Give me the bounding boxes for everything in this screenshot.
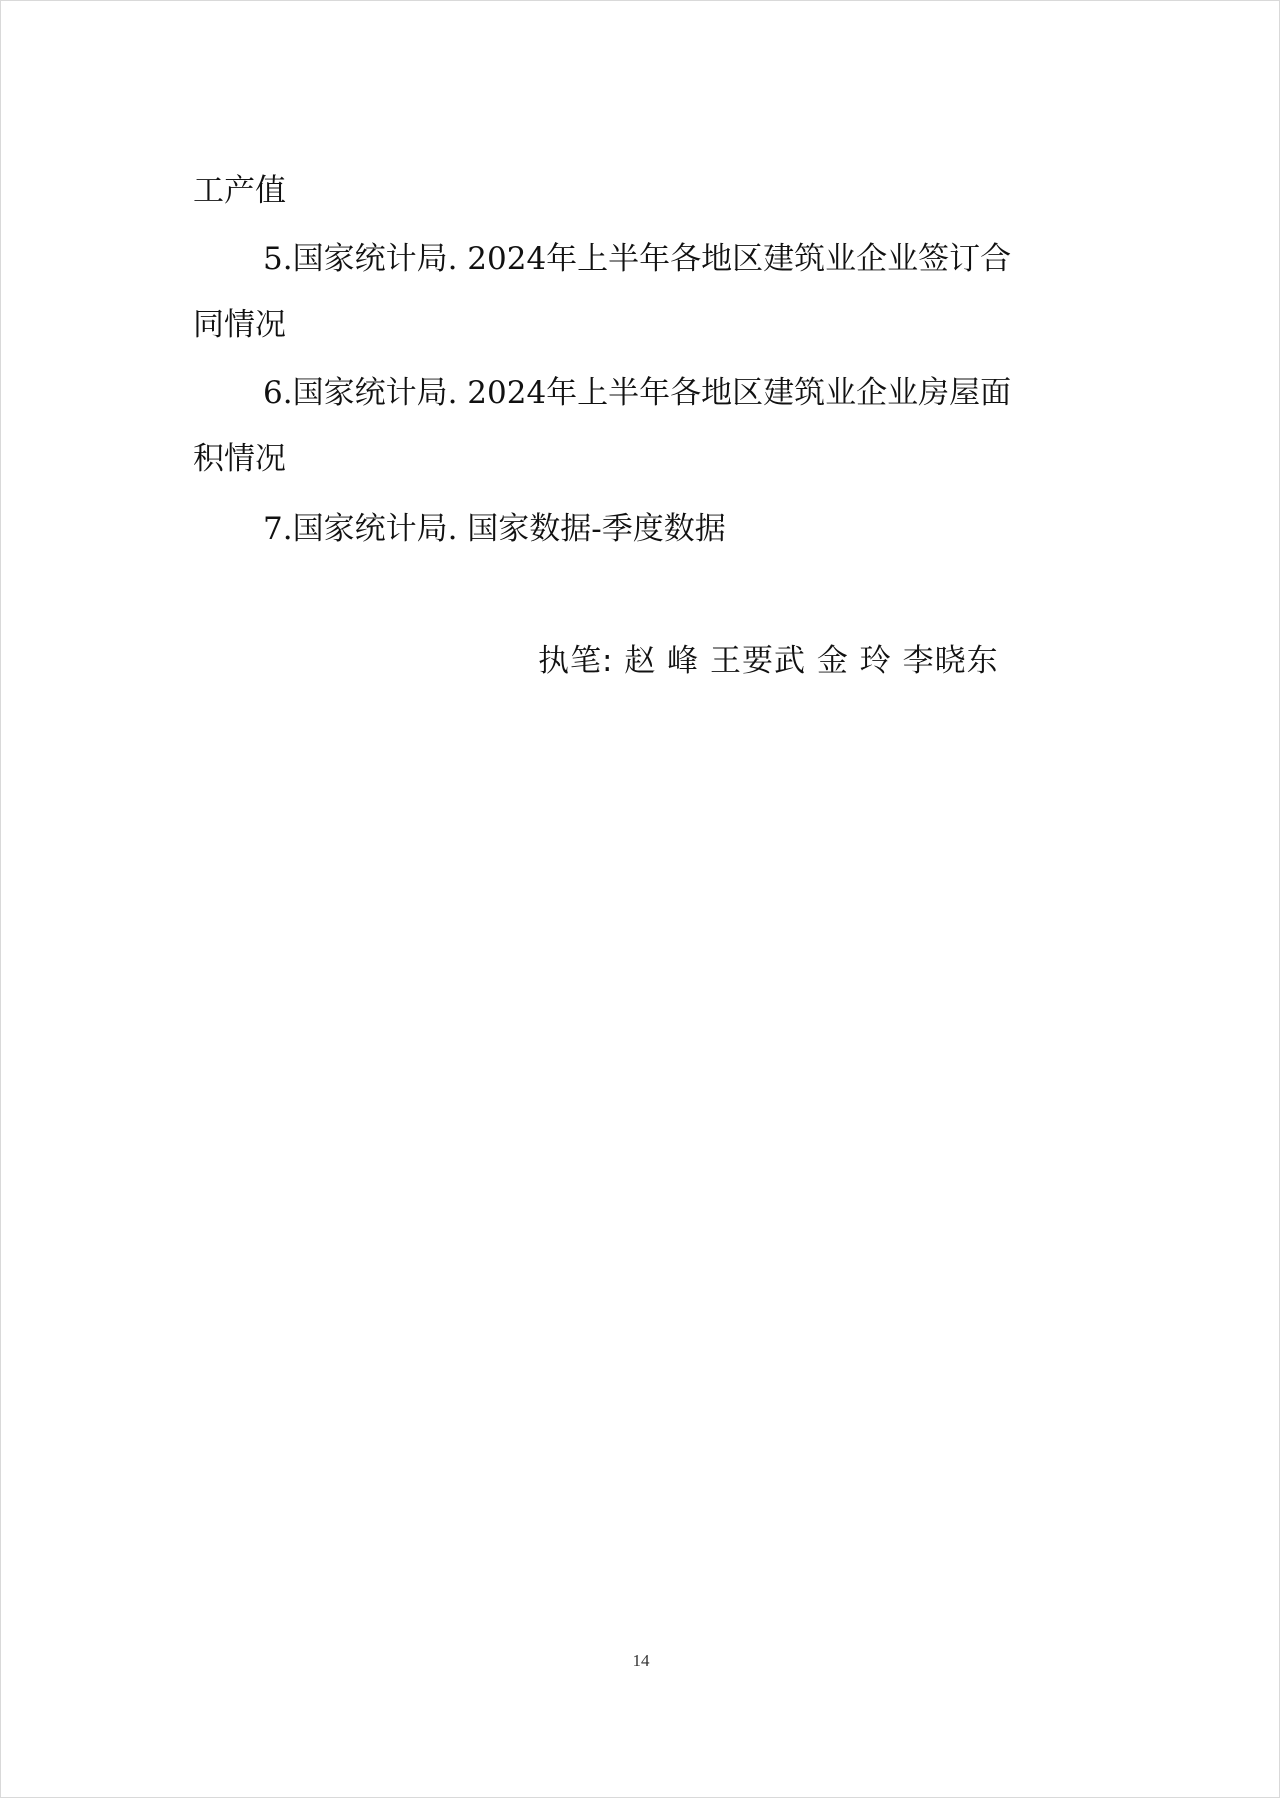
author-line: 执笔: 赵 峰 王要武 金 玲 李晓东 bbox=[538, 643, 999, 679]
page-number: 14 bbox=[632, 1651, 650, 1670]
reference-5-line-1: 5.国家统计局. 2024年上半年各地区建筑业企业签订合 bbox=[263, 241, 1012, 277]
reference-7-line-1: 7.国家统计局. 国家数据-季度数据 bbox=[263, 511, 726, 547]
reference-6-line-2: 积情况 bbox=[193, 441, 286, 477]
reference-5-line-2: 同情况 bbox=[193, 307, 286, 343]
continuation-line: 工产值 bbox=[193, 173, 286, 209]
reference-6-line-1: 6.国家统计局. 2024年上半年各地区建筑业企业房屋面 bbox=[263, 375, 1012, 411]
